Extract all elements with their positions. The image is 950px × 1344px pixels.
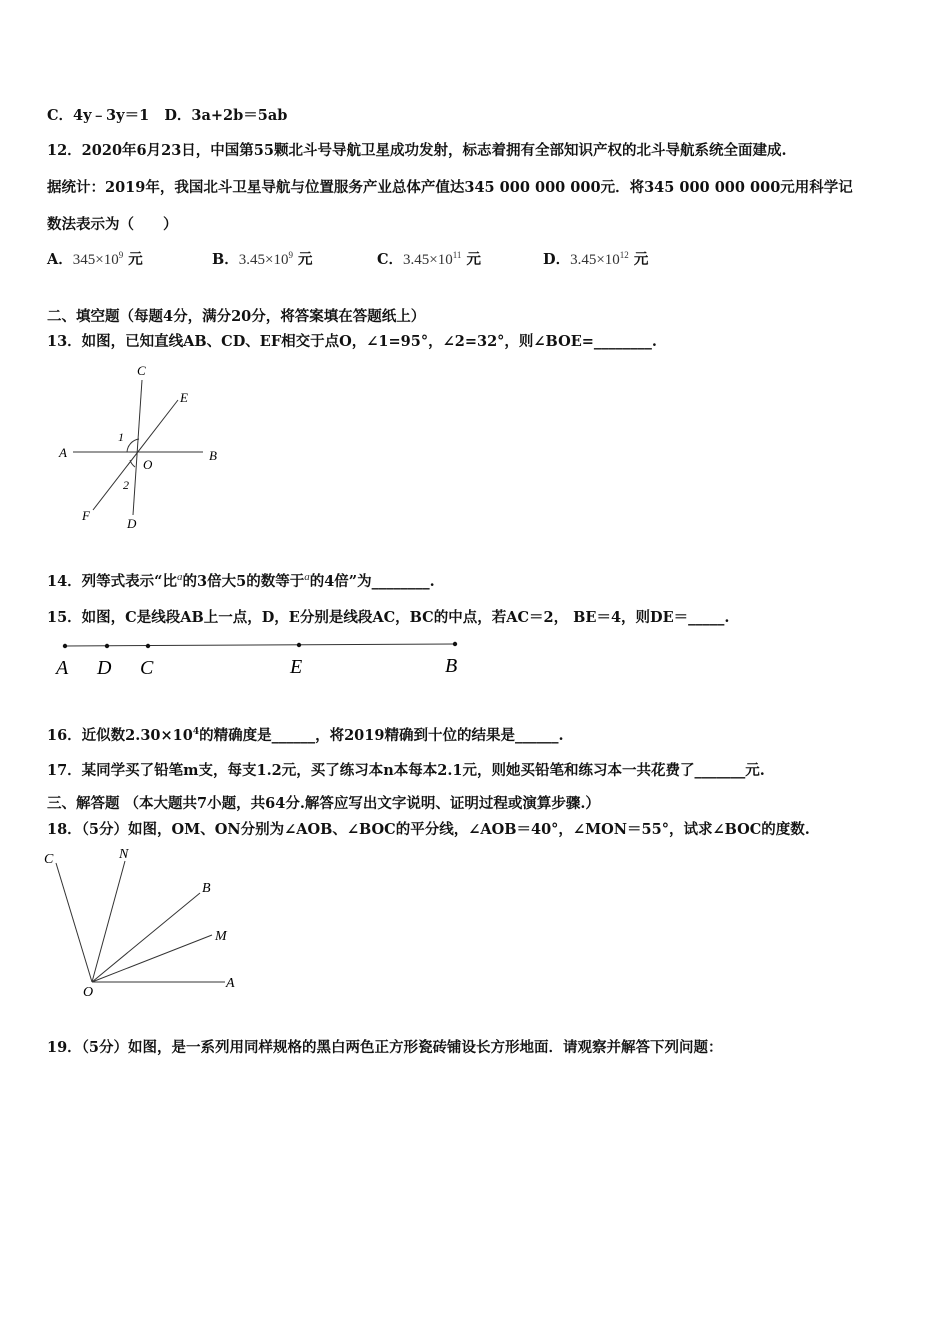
q13-label-f: F bbox=[82, 508, 90, 523]
q15-figure bbox=[50, 636, 470, 684]
q18-figure bbox=[40, 843, 250, 1003]
q18-text: 18．（5分）如图，OM、ON分别为∠AOB、∠BOC的平分线，∠AOB＝40°，∠MON＝55°，试求∠BOC的度数. bbox=[47, 821, 810, 838]
q13-label-c: C bbox=[137, 363, 146, 378]
q13-label-d: D bbox=[127, 516, 137, 531]
q13-label-o: O bbox=[143, 457, 153, 472]
q18-label-a: A bbox=[226, 976, 235, 991]
q12-line-3: 数法表示为（ ） bbox=[47, 216, 178, 233]
q16-text: 16．近似数$2.30\times 10^4$的精确度是______，将2019精确到十位的结果是______. bbox=[47, 727, 564, 744]
q12-option-d: D．$3.45\times 10^{12}$ 元 bbox=[543, 250, 649, 268]
q13-label-1: 1 bbox=[118, 430, 124, 444]
q11-option-d: D．3a+2b＝5ab bbox=[164, 107, 288, 124]
q12-line-2: 据统计：2019年，我国北斗卫星导航与位置服务产业总体产值达345 000 000 000元．将345 000 000 000元用科学记 bbox=[47, 179, 853, 196]
q15-label-e: E bbox=[290, 656, 303, 678]
q17-text: 17．某同学买了铅笔m支，每支1.2元，买了练习本n本每本2.1元，则她买铅笔和练习本一共花费了_______元. bbox=[47, 762, 765, 779]
section-3-heading: 三、解答题 （本大题共7小题，共64分.解答应写出文字说明、证明过程或演算步骤.） bbox=[47, 795, 600, 812]
q13-label-a: A bbox=[59, 445, 67, 460]
q12-line-1: 12．2020年6月23日，中国第55颗北斗号导航卫星成功发射，标志着拥有全部知识产权的北斗导航系统全面建成. bbox=[47, 142, 787, 159]
q18-label-m: M bbox=[215, 929, 227, 944]
q15-label-a: A bbox=[56, 657, 69, 679]
q18-label-o: O bbox=[83, 985, 94, 1000]
q13-text: 13．如图，已知直线AB、CD、EF相交于点O，∠1=95°，∠2=32°，则∠BOE=________. bbox=[47, 333, 657, 350]
q18-label-b: B bbox=[202, 881, 211, 896]
q18-label-c: C bbox=[44, 852, 54, 867]
q13-label-e: E bbox=[180, 390, 188, 405]
q15-label-b: B bbox=[445, 655, 458, 677]
q14-text: 14．列等式表示“比$^a$的3倍大5的数等于$^a$的4倍”为________. bbox=[47, 571, 435, 590]
q15-label-c: C bbox=[140, 657, 154, 679]
q13-figure bbox=[55, 360, 230, 535]
section-2-heading: 二、填空题（每题4分，满分20分，将答案填在答题纸上） bbox=[47, 308, 426, 325]
q13-label-b: B bbox=[209, 448, 217, 463]
q18-label-n: N bbox=[119, 847, 129, 862]
q11-option-c: C．4y﹣3y＝1 bbox=[47, 107, 150, 124]
q19-text: 19．（5分）如图，是一系列用同样规格的黑白两色正方形瓷砖铺设长方形地面．请观察并解答下列问题： bbox=[47, 1039, 723, 1056]
q12-option-a: A．$345\times 10^9$ 元 bbox=[47, 250, 143, 268]
q13-label-2: 2 bbox=[123, 478, 129, 492]
q15-label-d: D bbox=[97, 657, 112, 679]
q15-text: 15．如图，C是线段AB上一点，D，E分别是线段AC，BC的中点，若AC＝2， BE＝4，则DE＝_____. bbox=[47, 609, 730, 626]
q11-options bbox=[47, 104, 287, 125]
q12-option-c: C．$3.45\times 10^{11}$ 元 bbox=[377, 250, 481, 268]
q12-option-b: B．$3.45\times 10^9$ 元 bbox=[212, 250, 313, 268]
